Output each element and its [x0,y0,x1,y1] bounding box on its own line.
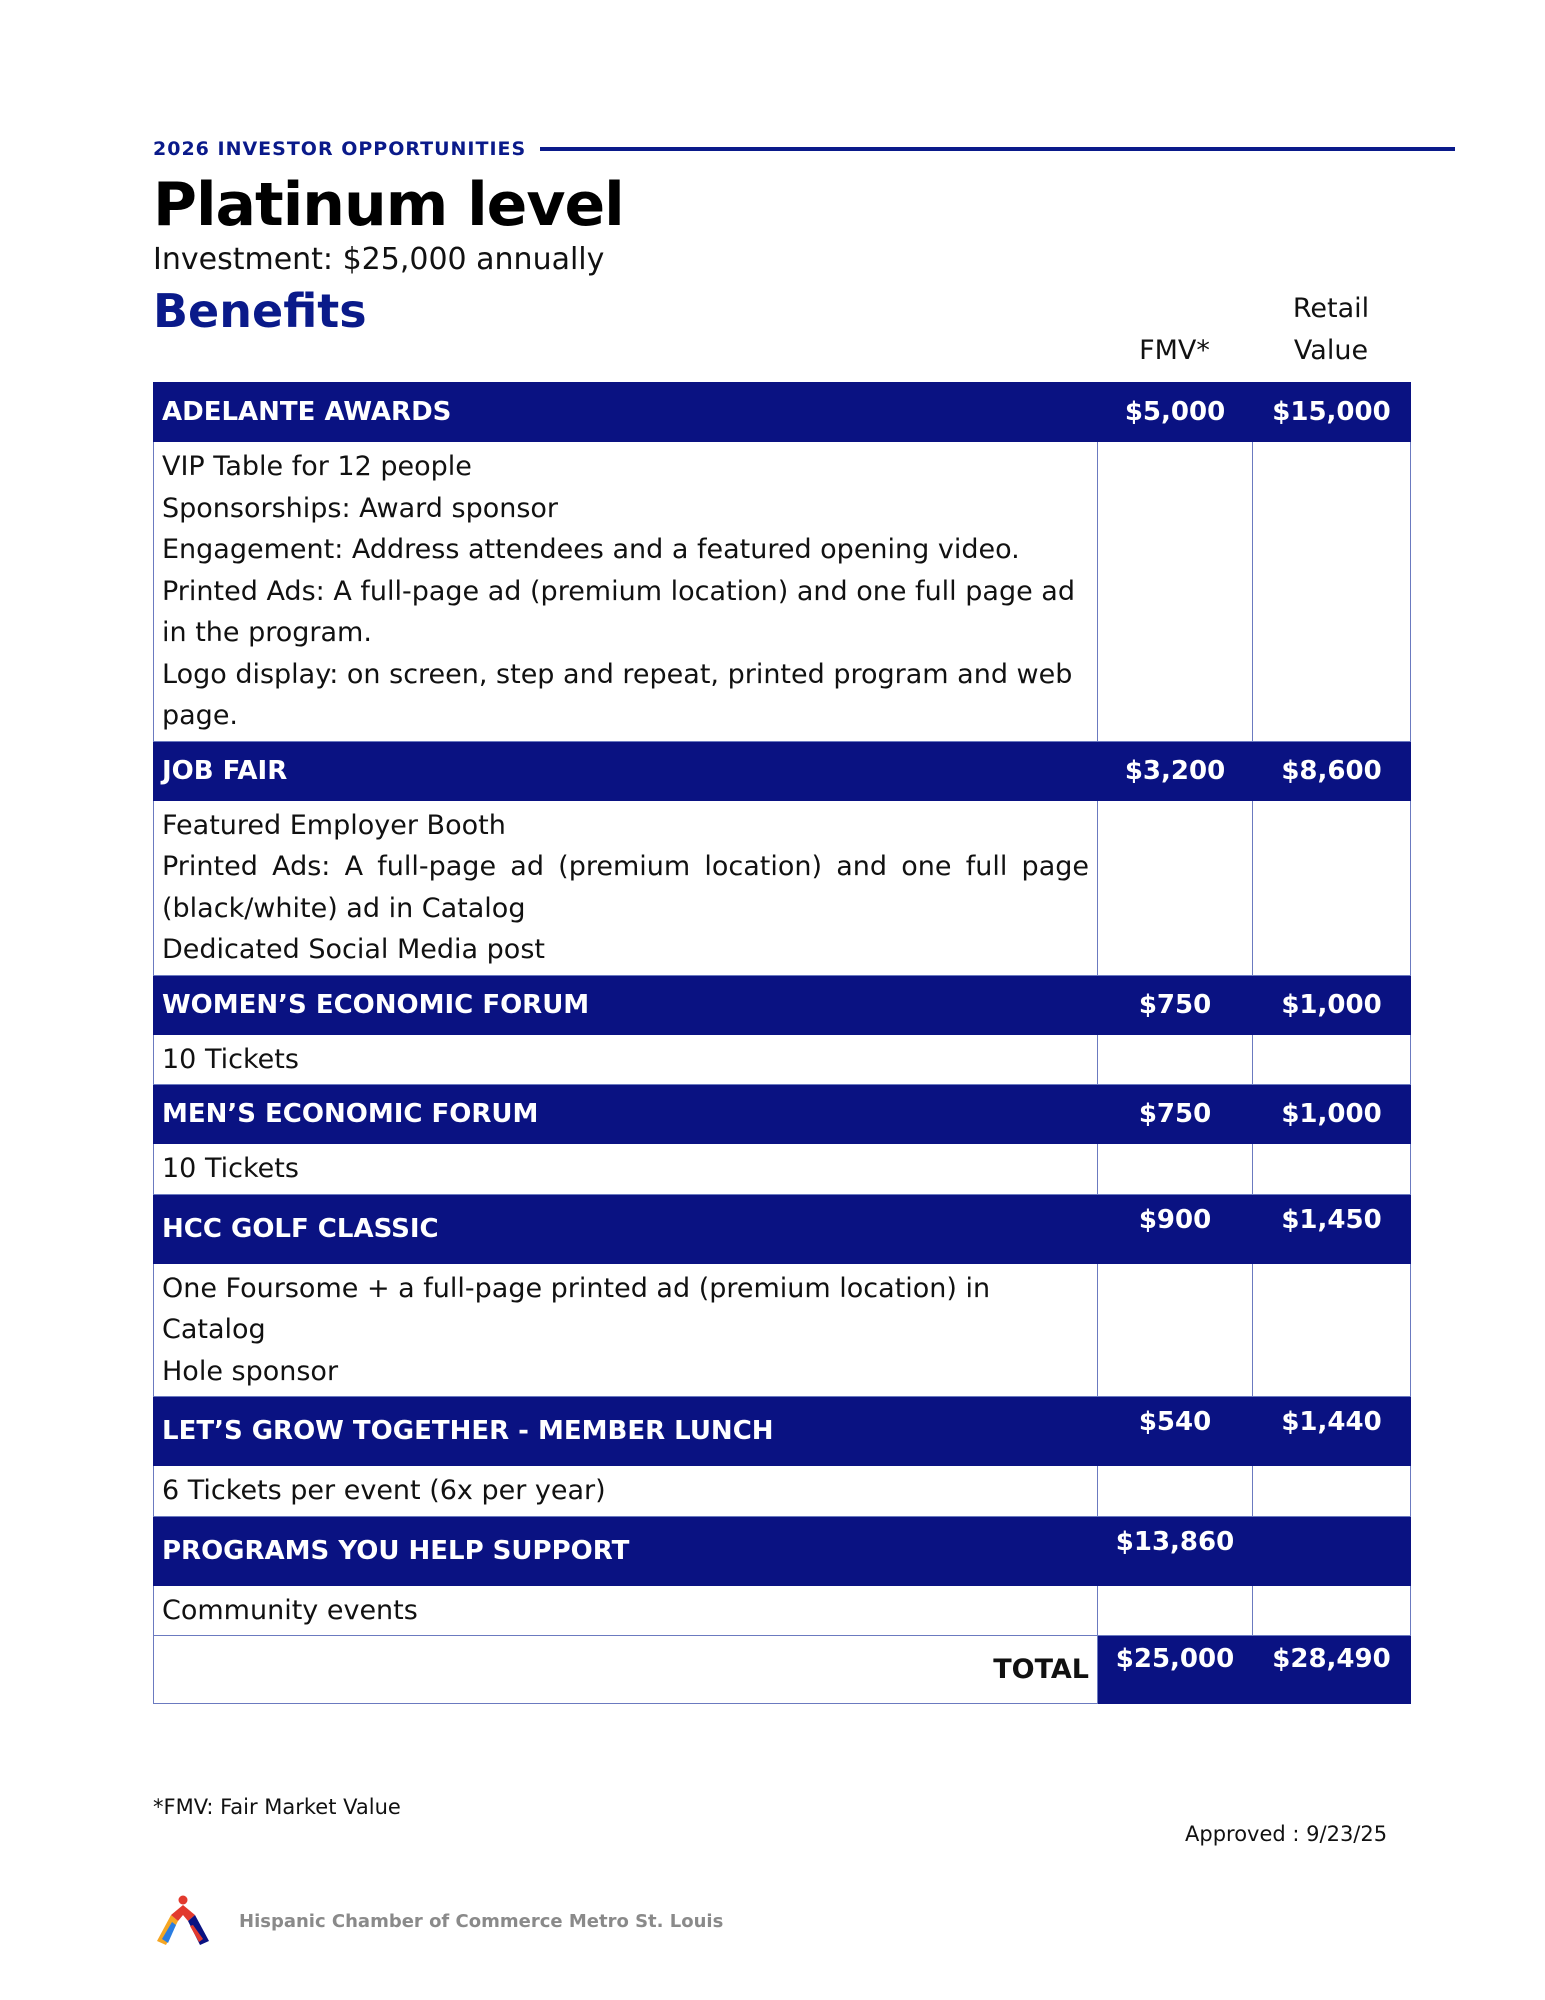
section-header-row [154,383,1411,442]
detail-fmv-cell [1098,442,1253,742]
section-name: HCC GOLF CLASSIC [154,1194,1098,1263]
section-detail-row [154,1034,1411,1085]
section-retail: $8,600 [1253,741,1411,800]
detail-line: 10 Tickets [162,1043,299,1075]
fmv-footnote: *FMV: Fair Market Value [153,1795,401,1819]
section-details [154,800,1098,975]
section-retail [1253,1516,1411,1585]
section-detail-row [154,1144,1411,1195]
detail-fmv-cell [1098,1034,1253,1085]
section-name: ADELANTE AWARDS [154,383,1098,442]
section-detail-row [154,442,1411,742]
total-fmv: $25,000 [1098,1636,1253,1704]
section-name: JOB FAIR [154,741,1098,800]
section-name: WOMEN’S ECONOMIC FORUM [154,975,1098,1034]
detail-retail-cell [1253,442,1411,742]
section-fmv: $3,200 [1098,741,1253,800]
detail-retail-cell [1253,1263,1411,1397]
section-details [154,1263,1098,1397]
page-title: Platinum level [153,170,624,240]
section-retail: $1,000 [1253,1085,1411,1144]
detail-line: Dedicated Social Media post [162,934,545,965]
section-details [154,1585,1098,1636]
detail-line: Sponsorships: Award sponsor [162,492,559,524]
section-fmv: $540 [1098,1397,1253,1466]
detail-line: 6 Tickets per event (6x per year) [162,1475,606,1506]
column-header-fmv: FMV* [1139,335,1210,366]
section-detail-row [154,1466,1411,1517]
total-row [154,1636,1411,1704]
section-fmv: $750 [1098,1085,1253,1144]
hcc-arch-logo-icon [153,1895,223,1947]
column-header-retail-line2: Value [1293,335,1369,366]
detail-line: VIP Table for 12 people [162,451,472,482]
detail-retail-cell [1253,1034,1411,1085]
section-retail: $1,000 [1253,975,1411,1034]
detail-retail-cell [1253,1144,1411,1195]
total-label: TOTAL [154,1636,1098,1704]
section-fmv: $900 [1098,1194,1253,1263]
section-fmv: $5,000 [1098,383,1253,442]
column-header-retail-line1: Retail [1292,293,1370,324]
section-retail: $1,450 [1253,1194,1411,1263]
detail-line: Featured Employer Booth [162,809,506,841]
detail-line: Logo display: on screen, step and repeat, printed program and web page. [162,658,1073,731]
section-header-row [154,975,1411,1034]
section-fmv: $750 [1098,975,1253,1034]
section-name: PROGRAMS YOU HELP SUPPORT [154,1516,1098,1585]
detail-fmv-cell [1098,1585,1253,1636]
section-detail-row [154,1263,1411,1397]
kicker-text: 2026 INVESTOR OPPORTUNITIES [153,138,527,160]
section-header-row [154,1397,1411,1466]
section-details [154,1034,1098,1085]
detail-line: 10 Tickets [162,1153,299,1184]
detail-line: Engagement: Address attendees and a featured opening video. [162,534,1020,565]
section-name: MEN’S ECONOMIC FORUM [154,1085,1098,1144]
detail-line: Hole sponsor [162,1355,339,1387]
section-header-row [154,1085,1411,1144]
investment-amount: Investment: $25,000 annually [153,242,605,277]
section-header-row [154,1516,1411,1585]
detail-retail-cell [1253,800,1411,975]
kicker-rule [540,147,1455,151]
header-kicker-row [153,138,1455,160]
section-fmv: $13,860 [1098,1516,1253,1585]
detail-line: Community events [162,1594,418,1626]
section-retail: $1,440 [1253,1397,1411,1466]
section-header-row [154,741,1411,800]
section-detail-row [154,800,1411,975]
section-details [154,1144,1098,1195]
section-retail: $15,000 [1253,383,1411,442]
approved-date: Approved : 9/23/25 [1185,1822,1388,1846]
section-name: LET’S GROW TOGETHER - MEMBER LUNCH [154,1397,1098,1466]
detail-retail-cell [1253,1466,1411,1517]
benefits-heading: Benefits [153,284,367,338]
logo-dot [179,1896,188,1905]
column-header-retail [1252,288,1410,372]
section-details [154,442,1098,742]
footer [153,1895,723,1947]
detail-retail-cell [1253,1585,1411,1636]
detail-fmv-cell [1098,1263,1253,1397]
benefits-table [153,382,1411,1704]
detail-fmv-cell [1098,1144,1253,1195]
footer-org-name: Hispanic Chamber of Commerce Metro St. Louis [239,1910,724,1932]
total-retail: $28,490 [1253,1636,1411,1704]
detail-fmv-cell [1098,1466,1253,1517]
section-details [154,1466,1098,1517]
detail-line: Printed Ads: A full-page ad (premium location) and one full page (black/white) ad in Catalog [162,851,1089,924]
detail-line: Printed Ads: A full-page ad (premium location) and one full page ad in the program. [162,575,1075,648]
detail-fmv-cell [1098,800,1253,975]
detail-line: One Foursome + a full-page printed ad (premium location) in Catalog [162,1272,991,1345]
section-header-row [154,1194,1411,1263]
section-detail-row [154,1585,1411,1636]
